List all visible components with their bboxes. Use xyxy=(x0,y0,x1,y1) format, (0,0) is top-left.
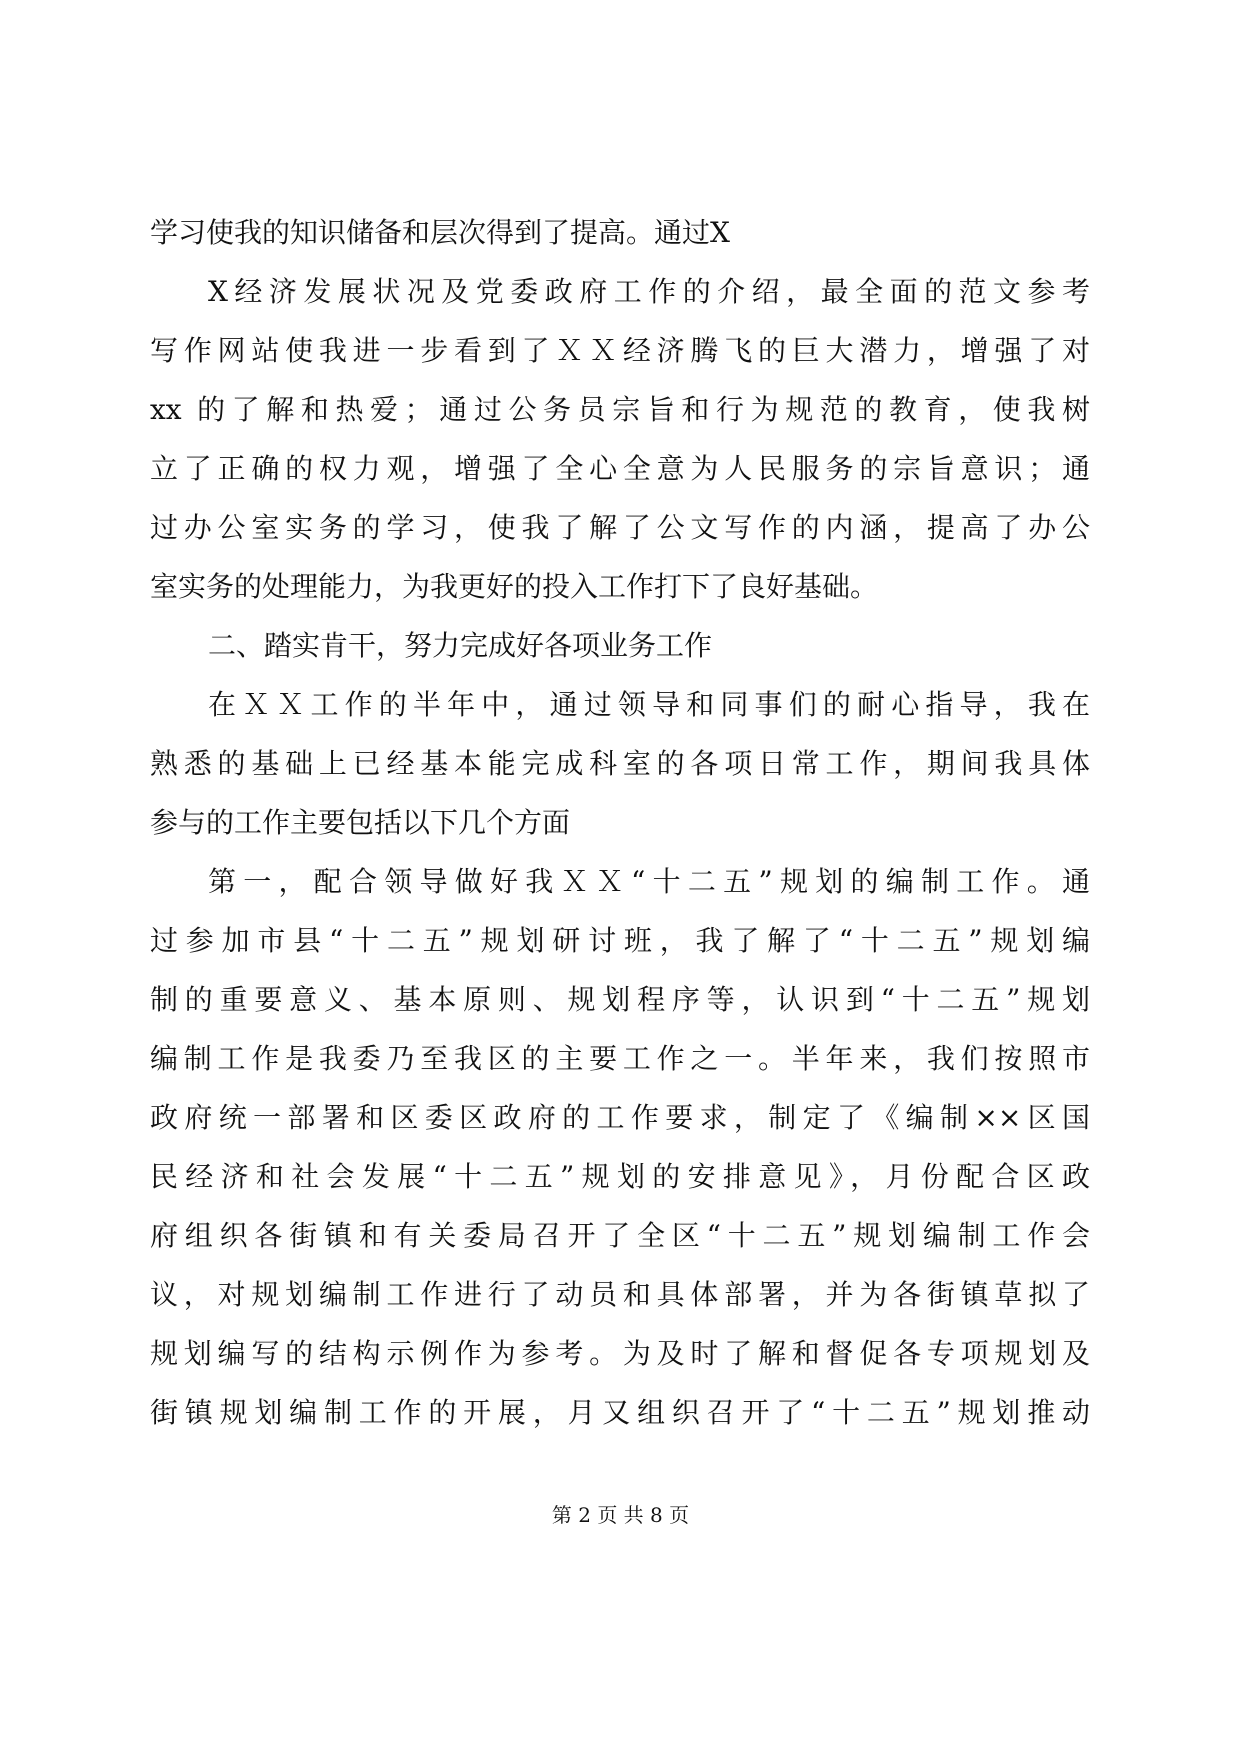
section-heading: 二、踏实肯干，努力完成好各项业务工作 xyxy=(208,629,713,662)
text-line: 写作网站使我进一步看到了ＸＸ经济腾飞的巨大潜力，增强了对 xyxy=(150,334,1090,367)
text-line: 熟悉的基础上已经基本能完成科室的各项日常工作，期间我具体 xyxy=(150,747,1090,780)
text-line: 参与的工作主要包括以下几个方面 xyxy=(150,806,571,839)
paragraph-start: 第一，配合领导做好我ＸＸ“十二五”规划的编制工作。通 xyxy=(208,865,1090,898)
text-line: xx 的了解和热爱；通过公务员宗旨和行为规范的教育，使我树 xyxy=(150,393,1090,426)
text-line: 学习使我的知识储备和层次得到了提高。通过X xyxy=(150,216,730,249)
text-line: 政府统一部署和区委区政府的工作要求，制定了《编制××区国 xyxy=(150,1101,1090,1134)
paragraph-start: X经济发展状况及党委政府工作的介绍，最全面的范文参考 xyxy=(208,275,1090,308)
text-line: 过办公室实务的学习，使我了解了公文写作的内涵，提高了办公 xyxy=(150,511,1090,544)
text-line: 规划编写的结构示例作为参考。为及时了解和督促各专项规划及 xyxy=(150,1337,1090,1370)
text-line: 编制工作是我委乃至我区的主要工作之一。半年来，我们按照市 xyxy=(150,1042,1090,1075)
text-line: 室实务的处理能力，为我更好的投入工作打下了良好基础。 xyxy=(150,570,879,603)
text-line: 民经济和社会发展“十二五”规划的安排意见》，月份配合区政 xyxy=(150,1160,1090,1193)
text-line: 制的重要意义、基本原则、规划程序等，认识到“十二五”规划 xyxy=(150,983,1090,1016)
text-line: 议，对规划编制工作进行了动员和具体部署，并为各街镇草拟了 xyxy=(150,1278,1090,1311)
paragraph-start: 在ＸＸ工作的半年中，通过领导和同事们的耐心指导，我在 xyxy=(208,688,1090,721)
document-body xyxy=(150,203,1090,1442)
text-line: 立了正确的权力观，增强了全心全意为人民服务的宗旨意识；通 xyxy=(150,452,1090,485)
text-line: 府组织各街镇和有关委局召开了全区“十二五”规划编制工作会 xyxy=(150,1219,1090,1252)
text-line: 街镇规划编制工作的开展，月又组织召开了“十二五”规划推动 xyxy=(150,1396,1090,1429)
page-number-footer: 第 2 页 共 8 页 xyxy=(551,1503,690,1527)
text-line: 过参加市县“十二五”规划研讨班，我了解了“十二五”规划编 xyxy=(150,924,1090,957)
